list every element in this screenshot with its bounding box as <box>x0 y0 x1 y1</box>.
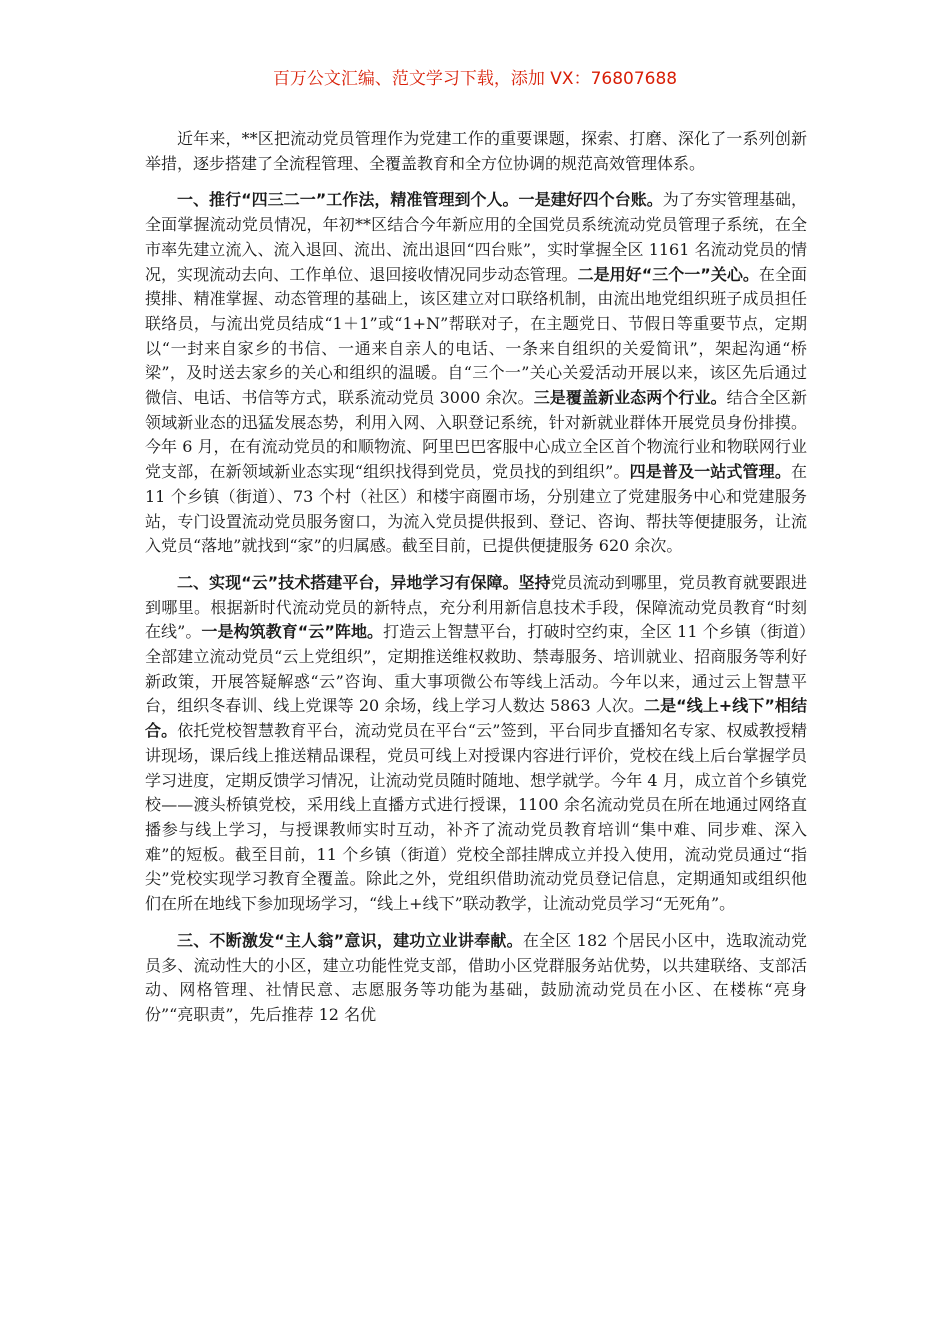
paragraph-section-2 <box>145 571 807 917</box>
point-heading: 二是“线上+线下”相结合。 <box>145 696 807 741</box>
point-heading: 三是覆盖新业态两个行业。 <box>533 388 727 408</box>
section-1-heading: 一、推行“四三二一”工作法，精准管理到个人。一是建好四个台账。 <box>177 190 663 210</box>
section-2-heading: 二、实现“云”技术搭建平台，异地学习有保障。坚持 <box>177 572 551 592</box>
paragraph-text: 党员流动到哪里，党员教育就要跟进到哪里。根据新时代流动党员的新特点，充分利用新信息技术手段，保障流动党员教育“时刻在线”。 <box>145 572 807 642</box>
paragraph-text: 打造云上智慧平台，打破时空约束，全区 11 个乡镇（街道）全部建立流动党员“云上党组织”，定期推送维权救助、禁毒服务、培训就业、招商服务等利好新政策，开展答疑解惑“云”咨询、重大事项微公布等线上活动。今年以来，通过云上智慧平台，组织冬春训、线上党课等 20 余场，线上学习人数达 5863 人次。 <box>145 622 807 716</box>
paragraph-text: 在 11 个乡镇（街道）、73 个村（社区）和楼宇商圈市场，分别建立了党建服务中心和党建服务站，专门设置流动党员服务窗口，为流入党员提供报到、登记、咨询、帮扶等便捷服务，让流入党员“落地”就找到“家”的归属感。截至目前，已提供便捷服务 620 余次。 <box>145 462 807 556</box>
paragraph-section-3 <box>145 929 807 1028</box>
point-heading: 一是构筑教育“云”阵地。 <box>201 622 384 642</box>
paragraph-text: 在全面摸排、精准掌握、动态管理的基础上，该区建立对口联络机制，由流出地党组织班子成员担任联络员，与流出党员结成“1＋1”或“1+N”帮联对子，在主题党日、节假日等重要节点，定期以“一封来自家乡的书信、一通来自亲人的电话、一条来自组织的关爱简讯”，架起沟通“桥梁”，及时送去家乡的关心和组织的温暖。自“三个一”关心关爱活动开展以来，该区先后通过微信、电话、书信等方式，联系流动党员 3000 余次。 <box>145 264 807 408</box>
paragraph-text: 结合全区新领域新业态的迅猛发展态势，利用入网、入职登记系统，针对新就业群体开展党员身份排摸。今年 6 月，在有流动党员的和顺物流、阿里巴巴客服中心成立全区首个物流行业和物联网行业党支部，在新领域新业态实现“组织找得到党员，党员找的到组织”。 <box>145 388 807 482</box>
point-heading: 二是用好“三个一”关心。 <box>577 264 759 284</box>
paragraph-section-1 <box>145 188 807 559</box>
paragraph-text: 为了夯实管理基础，全面掌握流动党员情况，年初**区结合今年新应用的全国党员系统流动党员管理子系统，在全市率先建立流入、流入退回、流出、流出退回“四台账”，实时掌握全区 1161 名流动党员的情况，实现流动去向、工作单位、退回接收情况同步动态管理。 <box>145 190 807 284</box>
paragraph-intro <box>145 127 807 176</box>
paragraph-text: 近年来，**区把流动党员管理作为党建工作的重要课题，探索、打磨、深化了一系列创新举措，逐步搭建了全流程管理、全覆盖教育和全方位协调的规范高效管理体系。 <box>145 129 807 173</box>
watermark-header: 百万公文汇编、范文学习下载，添加 VX：76807688 <box>272 69 678 89</box>
paragraph-text: 在全区 182 个居民小区中，选取流动党员多、流动性大的小区，建立功能性党支部，借助小区党群服务站优势，以共建联络、支部活动、网格管理、社情民意、志愿服务等功能为基础，鼓励流动党员在小区、在楼栋“亮身份”“亮职责”，先后推荐 12 名优 <box>145 930 807 1024</box>
document-body <box>145 127 807 1040</box>
section-3-heading: 三、不断激发“主人翁”意识，建功立业讲奉献。 <box>177 930 523 950</box>
point-heading: 四是普及一站式管理。 <box>629 462 791 482</box>
paragraph-text: 依托党校智慧教育平台，流动党员在平台“云”签到，平台同步直播知名专家、权威教授精讲现场，课后线上推送精品课程，党员可线上对授课内容进行评价，党校在线上后台掌握学员学习进度，定期反馈学习情况，让流动党员随时随地、想学就学。今年 4 月，成立首个乡镇党校——渡头桥镇党校，采用线上直播方式进行授课，1100 余名流动党员在所在地通过网络直播参与线上学习，与授课教师实时互动，补齐了流动党员教育培训“集中难、同步难、深入难”的短板。截至目前，11 个乡镇（街道）党校全部挂牌成立并投入使用，流动党员通过“指尖”党校实现学习教育全覆盖。除此之外，党组织借助流动党员登记信息，定期通知或组织他们在所在地线下参加现场学习，“线上+线下”联动教学，让流动党员学习“无死角”。 <box>145 721 807 914</box>
